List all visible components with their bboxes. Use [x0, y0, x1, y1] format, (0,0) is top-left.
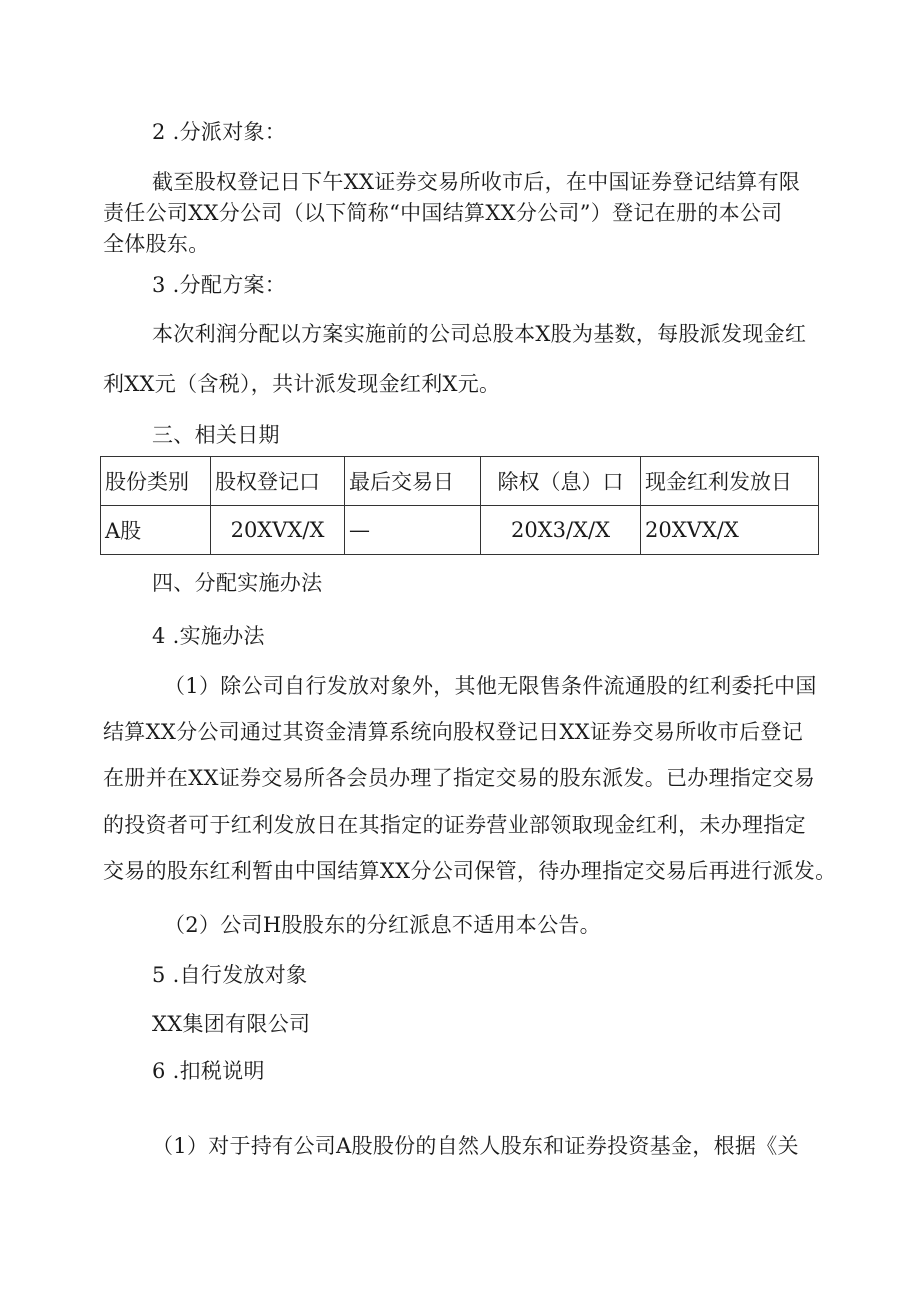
paragraph-line: 在册并在XX证券交易所各会员办理了指定交易的股东派发。已办理指定交易	[103, 766, 816, 790]
section-5-heading: 5 .自行发放对象	[152, 963, 308, 987]
table-header-cell: 股份类别	[101, 457, 211, 506]
paragraph-line: （1）除公司自行发放对象外，其他无限售条件流通股的红利委托中国	[164, 674, 817, 698]
table-cell: 20X3/X/X	[481, 506, 641, 555]
table-header-cell: 最后交易日	[345, 457, 481, 506]
table-cell: 20XVX/X	[641, 506, 819, 555]
table-row	[101, 506, 819, 555]
table-header-cell: 现金红利发放日	[641, 457, 819, 506]
paragraph-line: （1）对于持有公司A股股份的自然人股东和证券投资基金，根据《关	[152, 1134, 799, 1158]
table-cell: A股	[101, 506, 211, 555]
table-header-row	[101, 457, 819, 506]
paragraph-line: 的投资者可于红利发放日在其指定的证券营业部领取现金红利，未办理指定	[103, 813, 806, 837]
paragraph-line: 本次利润分配以方案实施前的公司总股本X股为基数，每股派发现金红	[152, 322, 807, 346]
table-header-cell: 股权登记口	[211, 457, 345, 506]
paragraph-line: XX集团有限公司	[152, 1012, 311, 1036]
paragraph-line: （2）公司H股股东的分红派息不适用本公告。	[164, 913, 601, 937]
section-3-dates-heading: 三、相关日期	[152, 423, 280, 447]
paragraph-line: 截至股权登记日下午XX证券交易所收市后，在中国证券登记结算有限	[152, 170, 801, 194]
table-header-cell: 除权（息）口	[481, 457, 641, 506]
table-cell: —	[345, 506, 481, 555]
paragraph-line: 责任公司XX分公司（以下简称“中国结算XX分公司”）登记在册的本公司	[103, 201, 783, 225]
paragraph-line: 交易的股东红利暂由中国结算XX分公司保管，待办理指定交易后再进行派发。	[103, 859, 837, 883]
section-2-heading: 2 .分派对象：	[152, 120, 287, 144]
section-6-heading: 6 .扣税说明	[152, 1059, 265, 1083]
table-cell: 20XVX/X	[211, 506, 345, 555]
paragraph-line: 全体股东。	[103, 232, 210, 256]
dates-table	[100, 456, 819, 555]
section-4-heading: 四、分配实施办法	[152, 571, 323, 595]
paragraph-line: 结算XX分公司通过其资金清算系统向股权登记日XX证券交易所收市后登记	[103, 720, 803, 744]
paragraph-line: 利XX元（含税），共计派发现金红利X元。	[103, 372, 501, 396]
section-3-heading: 3 .分配方案：	[152, 273, 287, 297]
subsection-4-heading: 4 .实施办法	[152, 624, 265, 648]
